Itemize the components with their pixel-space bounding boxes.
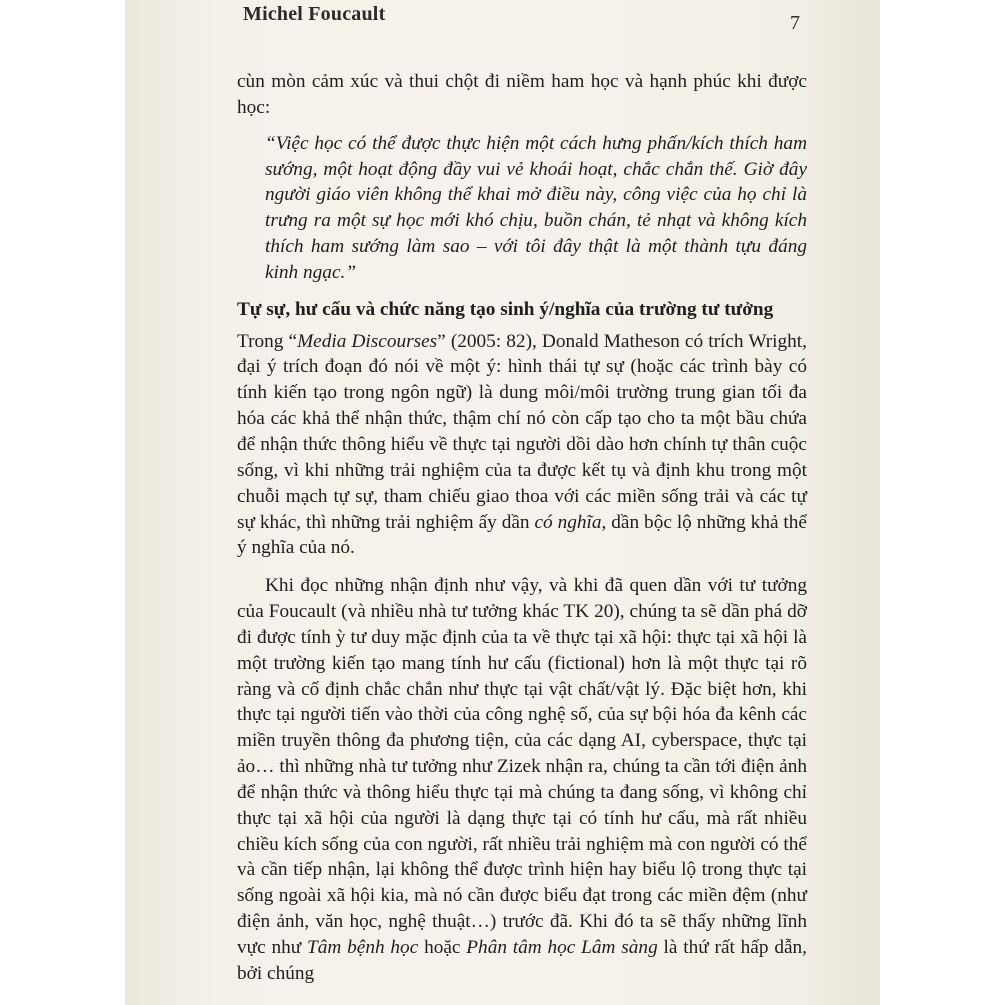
- text-run: hoặc: [418, 937, 467, 958]
- running-header-author: Michel Foucault: [243, 3, 386, 25]
- book-page: [125, 0, 880, 1005]
- paragraph-matheson: [237, 329, 807, 562]
- emphasis-text: có nghĩa: [534, 511, 602, 533]
- block-quote: “Việc học có thể được thực hiện một cách hưng phấn/kích thích ham sướng, một hoạt động đầy vui vẻ khoái hoạt, chắc chắn thế. Giờ đây người giáo viên không thể khai mở điều này, công việc của họ chỉ là trưng ra một sự học mới khó chịu, buồn chán, tẻ nhạt và không kích thích ham sướng làm sao – với tôi đây thật là một thành tựu đáng kinh ngạc.”: [265, 132, 807, 283]
- text-run: là thứ rất hấp dẫn, bởi chúng: [237, 937, 807, 984]
- text-run: Khi đọc những nhận định như vậy, và khi đã quen dần với tư tưởng của Foucault (và nhiều nhà tư tưởng khác TK 20), chúng ta sẽ dần phá dỡ đi được tính ỳ tư duy mặc định của ta về thực tại xã hội: thực tại xã hội là một trường kiến tạo mang tính hư cấu (fictional) hơn là một thực tại rõ ràng và cố định chắc chắn như thực tại vật chất/vật lý. Đặc biệt hơn, khi thực tại người tiến vào thời của công nghệ số, của sự bội hóa đa kênh các miền truyền thông đa phương tiện, của các dạng AI, cyberspace, thực tại ảo… thì những nhà tư tưởng như Zizek nhận ra, chúng ta cần tới điện ảnh để nhận thức và thông hiểu thực tại mà chúng ta đang sống, vì không chỉ thực tại xã hội của người là dạng thực tại có tính hư cấu, mà rất nhiều chiều kích sống của con người, rất nhiều trải nghiệm mà con người có thể và cần tiếp nhận, lại không thể được trình hiện hay biểu lộ trong thực tại sống ngoài xã hội kia, mà nó cần được biểu đạt trong các miền đệm (như điện ảnh, văn học, nghệ thuật…) trước đã. Khi đó ta sẽ thấy những lĩnh vực như: [237, 575, 807, 958]
- text-run: , dần bộc lộ những khả thể ý nghĩa của nó.: [237, 511, 807, 559]
- paragraph-foucault: [237, 573, 807, 987]
- term-clinical-psychoanalysis: Phân tâm học Lâm sàng: [466, 937, 658, 958]
- page-body: [237, 69, 807, 987]
- book-title: Media Discourses: [297, 330, 438, 352]
- text-run: Trong “: [237, 330, 298, 352]
- section-heading: Tự sự, hư cấu và chức năng tạo sinh ý/nghĩa của trường tư tưởng: [237, 298, 774, 320]
- text-run: ” (2005: 82), Donald Matheson có trích Wright, đại ý trích đoạn đó nói về một ý: hình thái tự sự (hoặc các trình bày có tính kiến tạo trong ngôn ngữ) là dung môi/môi trường trung gian tối đa hóa các khả thể nhận thức, thậm chí nó còn cấp tạo cho ta một bầu chứa để nhận thức thông hiểu về thực tại người dồi dào hơn chính tự thân cuộc sống, vì khi những trải nghiệm của ta được kết tụ và định khu trong một chuỗi mạch tự sự, tham chiếu giao thoa với các miền sống trải và các tự sự khác, thì những trải nghiệm ấy dần: [237, 330, 807, 533]
- page-number: 7: [790, 12, 800, 34]
- term-psychopathology: Tâm bệnh học: [307, 937, 419, 958]
- intro-paragraph: cùn mòn cảm xúc và thui chột đi niềm ham học và hạnh phúc khi được học:: [237, 71, 807, 118]
